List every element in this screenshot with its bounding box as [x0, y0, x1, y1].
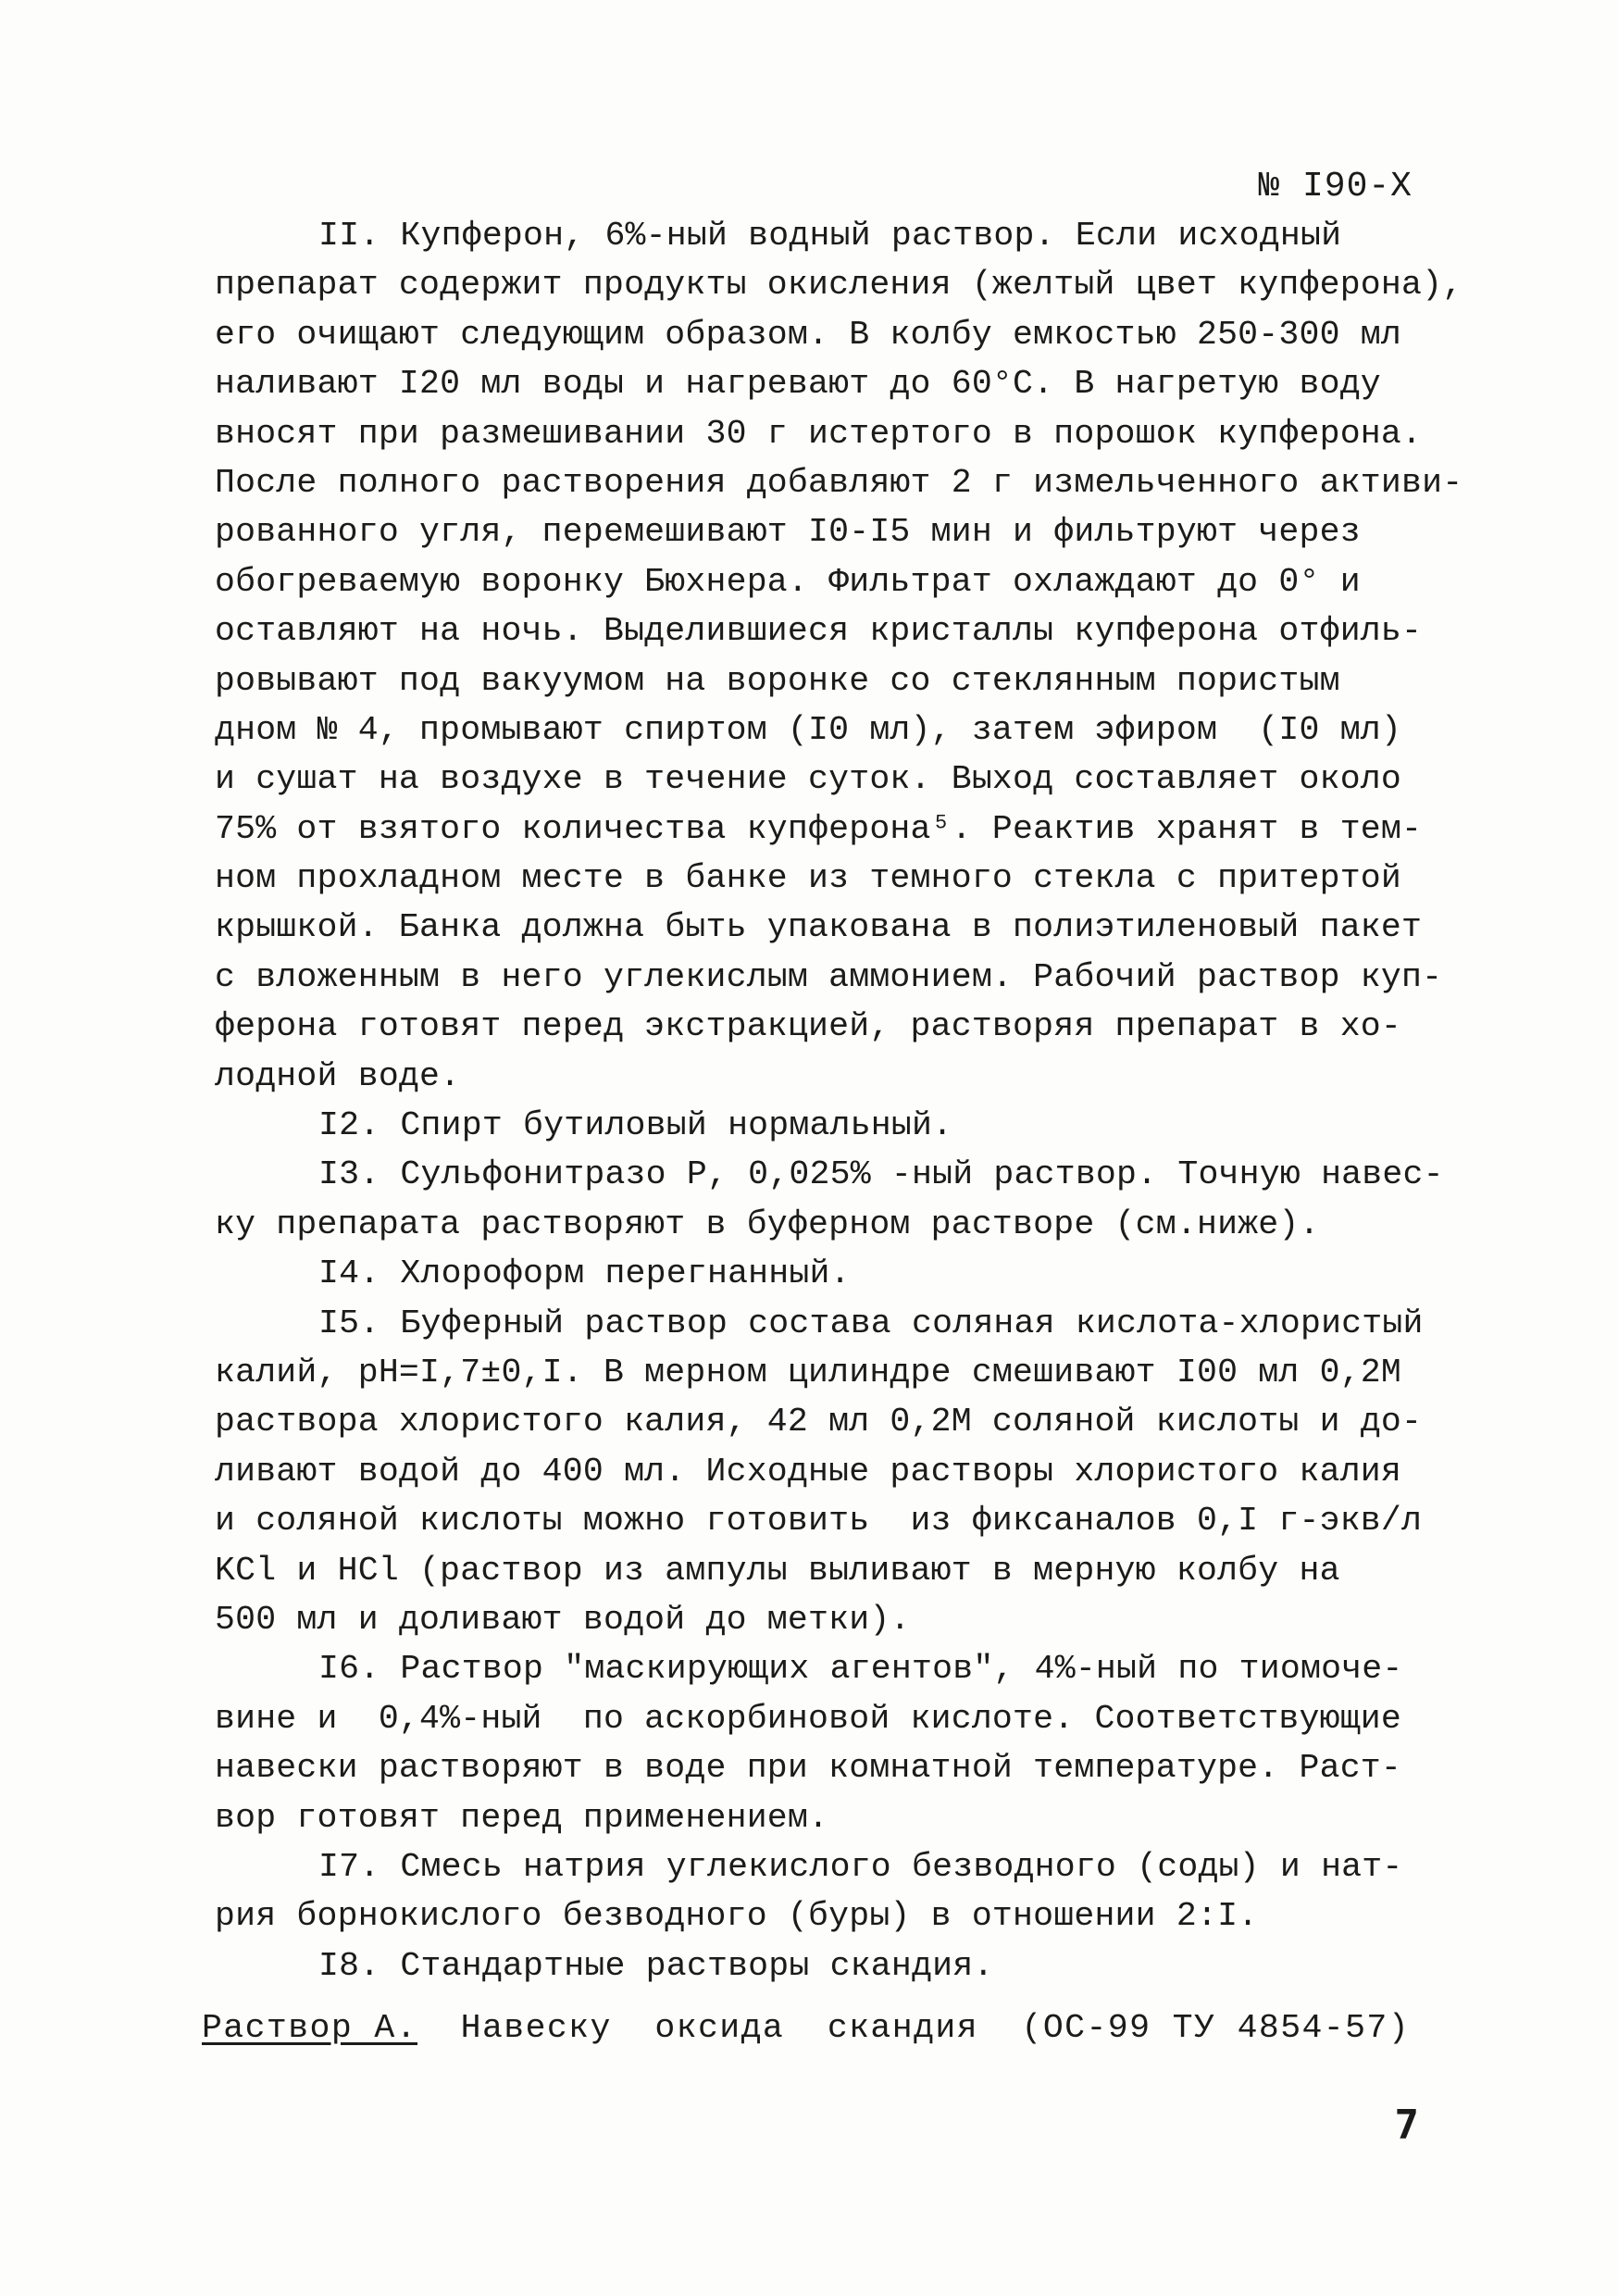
text-line: вор готовят перед применением.	[215, 1798, 829, 1837]
text-line: вине и 0,4%-ный по аскорбиновой кислоте. Соответствующие	[215, 1699, 1402, 1738]
page-number: 7	[1394, 2102, 1419, 2149]
text-line: вносят при размешивании 30 г истертого в порошок купферона.	[215, 414, 1423, 453]
text-line: ровывают под вакуумом на воронке со стеклянным пористым	[215, 661, 1340, 700]
text-line: ном прохладном месте в банке из темного стекла с притертой	[215, 859, 1402, 898]
text-line: оставляют на ночь. Выделившиеся кристаллы купферона отфиль-	[215, 612, 1423, 651]
text-line: и сушат на воздухе в течение суток. Выход составляет около	[215, 760, 1402, 799]
text-line: I4. Хлороформ перегнанный.	[318, 1254, 851, 1293]
text-line: с вложенным в него углекислым аммонием. Рабочий раствор куп-	[215, 957, 1443, 996]
text-line: лодной воде.	[215, 1056, 461, 1095]
text-line: KCl и HCl (раствор из ампулы выливают в мерную колбу на	[215, 1551, 1340, 1590]
text-line: II. Купферон, 6%-ный водный раствор. Если исходный	[318, 217, 1342, 255]
text-line: его очищают следующим образом. В колбу емкостью 250-300 мл	[215, 315, 1402, 354]
text-line: I2. Спирт бутиловый нормальный.	[318, 1106, 953, 1145]
text-line: После полного растворения добавляют 2 г измельченного активи-	[215, 463, 1463, 502]
text-line: наливают I20 мл воды и нагревают до 60°C. В нагретую воду	[215, 365, 1381, 404]
solution-a-text: Навеску оксида скандия (ОС-99 ТУ 4854-57)	[417, 2009, 1411, 2048]
text-line: рия борнокислого безводного (буры) в отношении 2:I.	[215, 1897, 1259, 1936]
text-line: 75% от взятого количества купферона⁵. Реактив хранят в тем-	[215, 809, 1423, 848]
solution-a-label: Раствор А.	[202, 2009, 418, 2048]
text-line: I7. Смесь натрия углекислого безводного (соды) и нат-	[318, 1847, 1403, 1886]
text-line: обогреваемую воронку Бюхнера. Фильтрат охлаждают до 0° и	[215, 562, 1361, 601]
body-text	[202, 211, 1463, 2053]
text-line: ферона готовят перед экстракцией, растворяя препарат в хо-	[215, 1007, 1402, 1046]
text-line: I3. Сульфонитразо Р, 0,025% -ный раствор. Точную навес-	[318, 1155, 1444, 1194]
text-line-last	[202, 2003, 1446, 2053]
text-line: раствора хлористого калия, 42 мл 0,2М соляной кислоты и до-	[215, 1403, 1423, 1441]
document-number: № I90-X	[1258, 167, 1413, 206]
text-line: ку препарата растворяют в буферном растворе (см.ниже).	[215, 1204, 1320, 1243]
text-line: ливают водой до 400 мл. Исходные растворы хлористого калия	[215, 1452, 1402, 1491]
text-line: калий, pH=I,7±0,I. В мерном цилиндре смешивают I00 мл 0,2М	[215, 1353, 1402, 1391]
text-line: дном № 4, промывают спиртом (I0 мл), затем эфиром (I0 мл)	[215, 710, 1402, 749]
text-line: рованного угля, перемешивают I0-I5 мин и фильтруют через	[215, 513, 1361, 552]
text-line: и соляной кислоты можно готовить из фиксаналов 0,I г-экв/л	[215, 1502, 1423, 1541]
text-line: препарат содержит продукты окисления (желтый цвет купферона),	[215, 266, 1463, 305]
text-line: навески растворяют в воде при комнатной температуре. Раст-	[215, 1749, 1402, 1788]
text-line: крышкой. Банка должна быть упакована в полиэтиленовый пакет	[215, 908, 1423, 947]
text-line: 500 мл и доливают водой до метки).	[215, 1600, 911, 1639]
text-line: I6. Раствор "маскирующих агентов", 4%-ный по тиомоче-	[318, 1650, 1403, 1689]
text-line: I5. Буферный раствор состава соляная кислота-хлористый	[318, 1304, 1424, 1342]
text-line: I8. Стандартные растворы скандия.	[318, 1946, 994, 1985]
